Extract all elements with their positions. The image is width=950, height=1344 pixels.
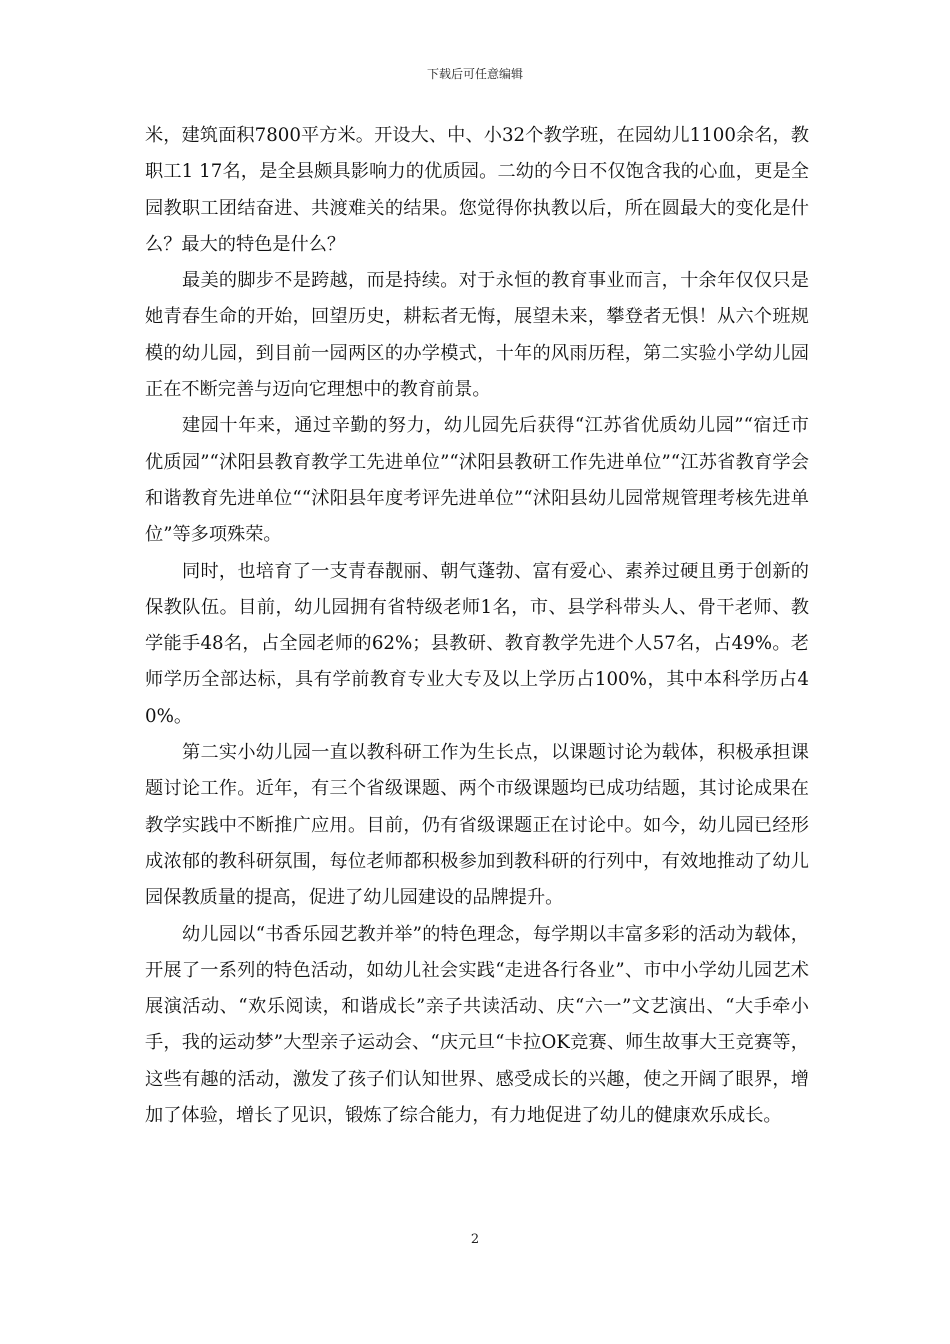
paragraph: 建园十年来，通过辛勤的努力，幼儿园先后获得“江苏省优质幼儿园”“宿迁市优质园”“沭阳县教育教学工先进单位”“沭阳县教研工作先进单位”“江苏省教育学会和谐教育先进单位““沭阳县年度考评先进单位”“沭阳县幼儿园常规管理考核先进单位”等多项殊荣。 [145,415,809,546]
paragraph: 幼儿园以“书香乐园艺教并举”的特色理念，每学期以丰富多彩的活动为载体，开展了一系列的特色活动，如幼儿社会实践“走进各行各业”、市中小学幼儿园艺术展演活动、“欢乐阅读，和谐成长”亲子共读活动、庆“六一”文艺演出、“大手牵小手，我的运动梦”大型亲子运动会、“庆元旦“卡拉OK竞赛、师生故事大王竞赛等，这些有趣的活动，激发了孩子们认知世界、感受成长的兴趣，使之开阔了眼界，增加了体验，增长了见识，锻炼了综合能力，有力地促进了幼儿的健康欢乐成长。 [145,923,809,1127]
paragraph: 最美的脚步不是跨越，而是持续。对于永恒的教育事业而言，十余年仅仅只是她青春生命的开始，回望历史，耕耘者无悔，展望未来，攀登者无惧！从六个班规模的幼儿园，到目前一园两区的办学模式，十年的风雨历程，第二实验小学幼儿园正在不断完善与迈向它理想中的教育前景。 [145,270,809,401]
paragraph: 第二实小幼儿园一直以教科研工作为生长点，以课题讨论为载体，积极承担课题讨论工作。近年，有三个省级课题、两个市级课题均已成功结题，其讨论成果在教学实践中不断推广应用。目前，仍有省级课题正在讨论中。如今，幼儿园已经形成浓郁的教科研氛围，每位老师都积极参加到教科研的行列中，有效地推动了幼儿园保教质量的提高，促进了幼儿园建设的品牌提升。 [145,742,809,909]
paragraph-continuation: 米，建筑面积7800平方米。开设大、中、小32个教学班，在园幼儿1100余名，教职工1 17名，是全县颇具影响力的优质园。二幼的今日不仅饱含我的心血，更是全园教职工团结奋进、共渡难关的结果。您觉得你执教以后，所在圆最大的变化是什么？最大的特色是什么？ [145,125,809,255]
page-number: 2 [470,1232,480,1247]
page-header: 下载后可任意编辑 [426,67,523,81]
document-body [145,118,809,1134]
paragraph: 同时，也培育了一支青春靓丽、朝气蓬勃、富有爱心、素养过硬且勇于创新的保教队伍。目前，幼儿园拥有省特级老师1名，市、县学科带头人、骨干老师、教学能手48名，占全园老师的62%；县教研、教育教学先进个人57名，占49%。老师学历全部达标，具有学前教育专业大专及以上学历占100%，其中本科学历占40%。 [145,560,809,727]
